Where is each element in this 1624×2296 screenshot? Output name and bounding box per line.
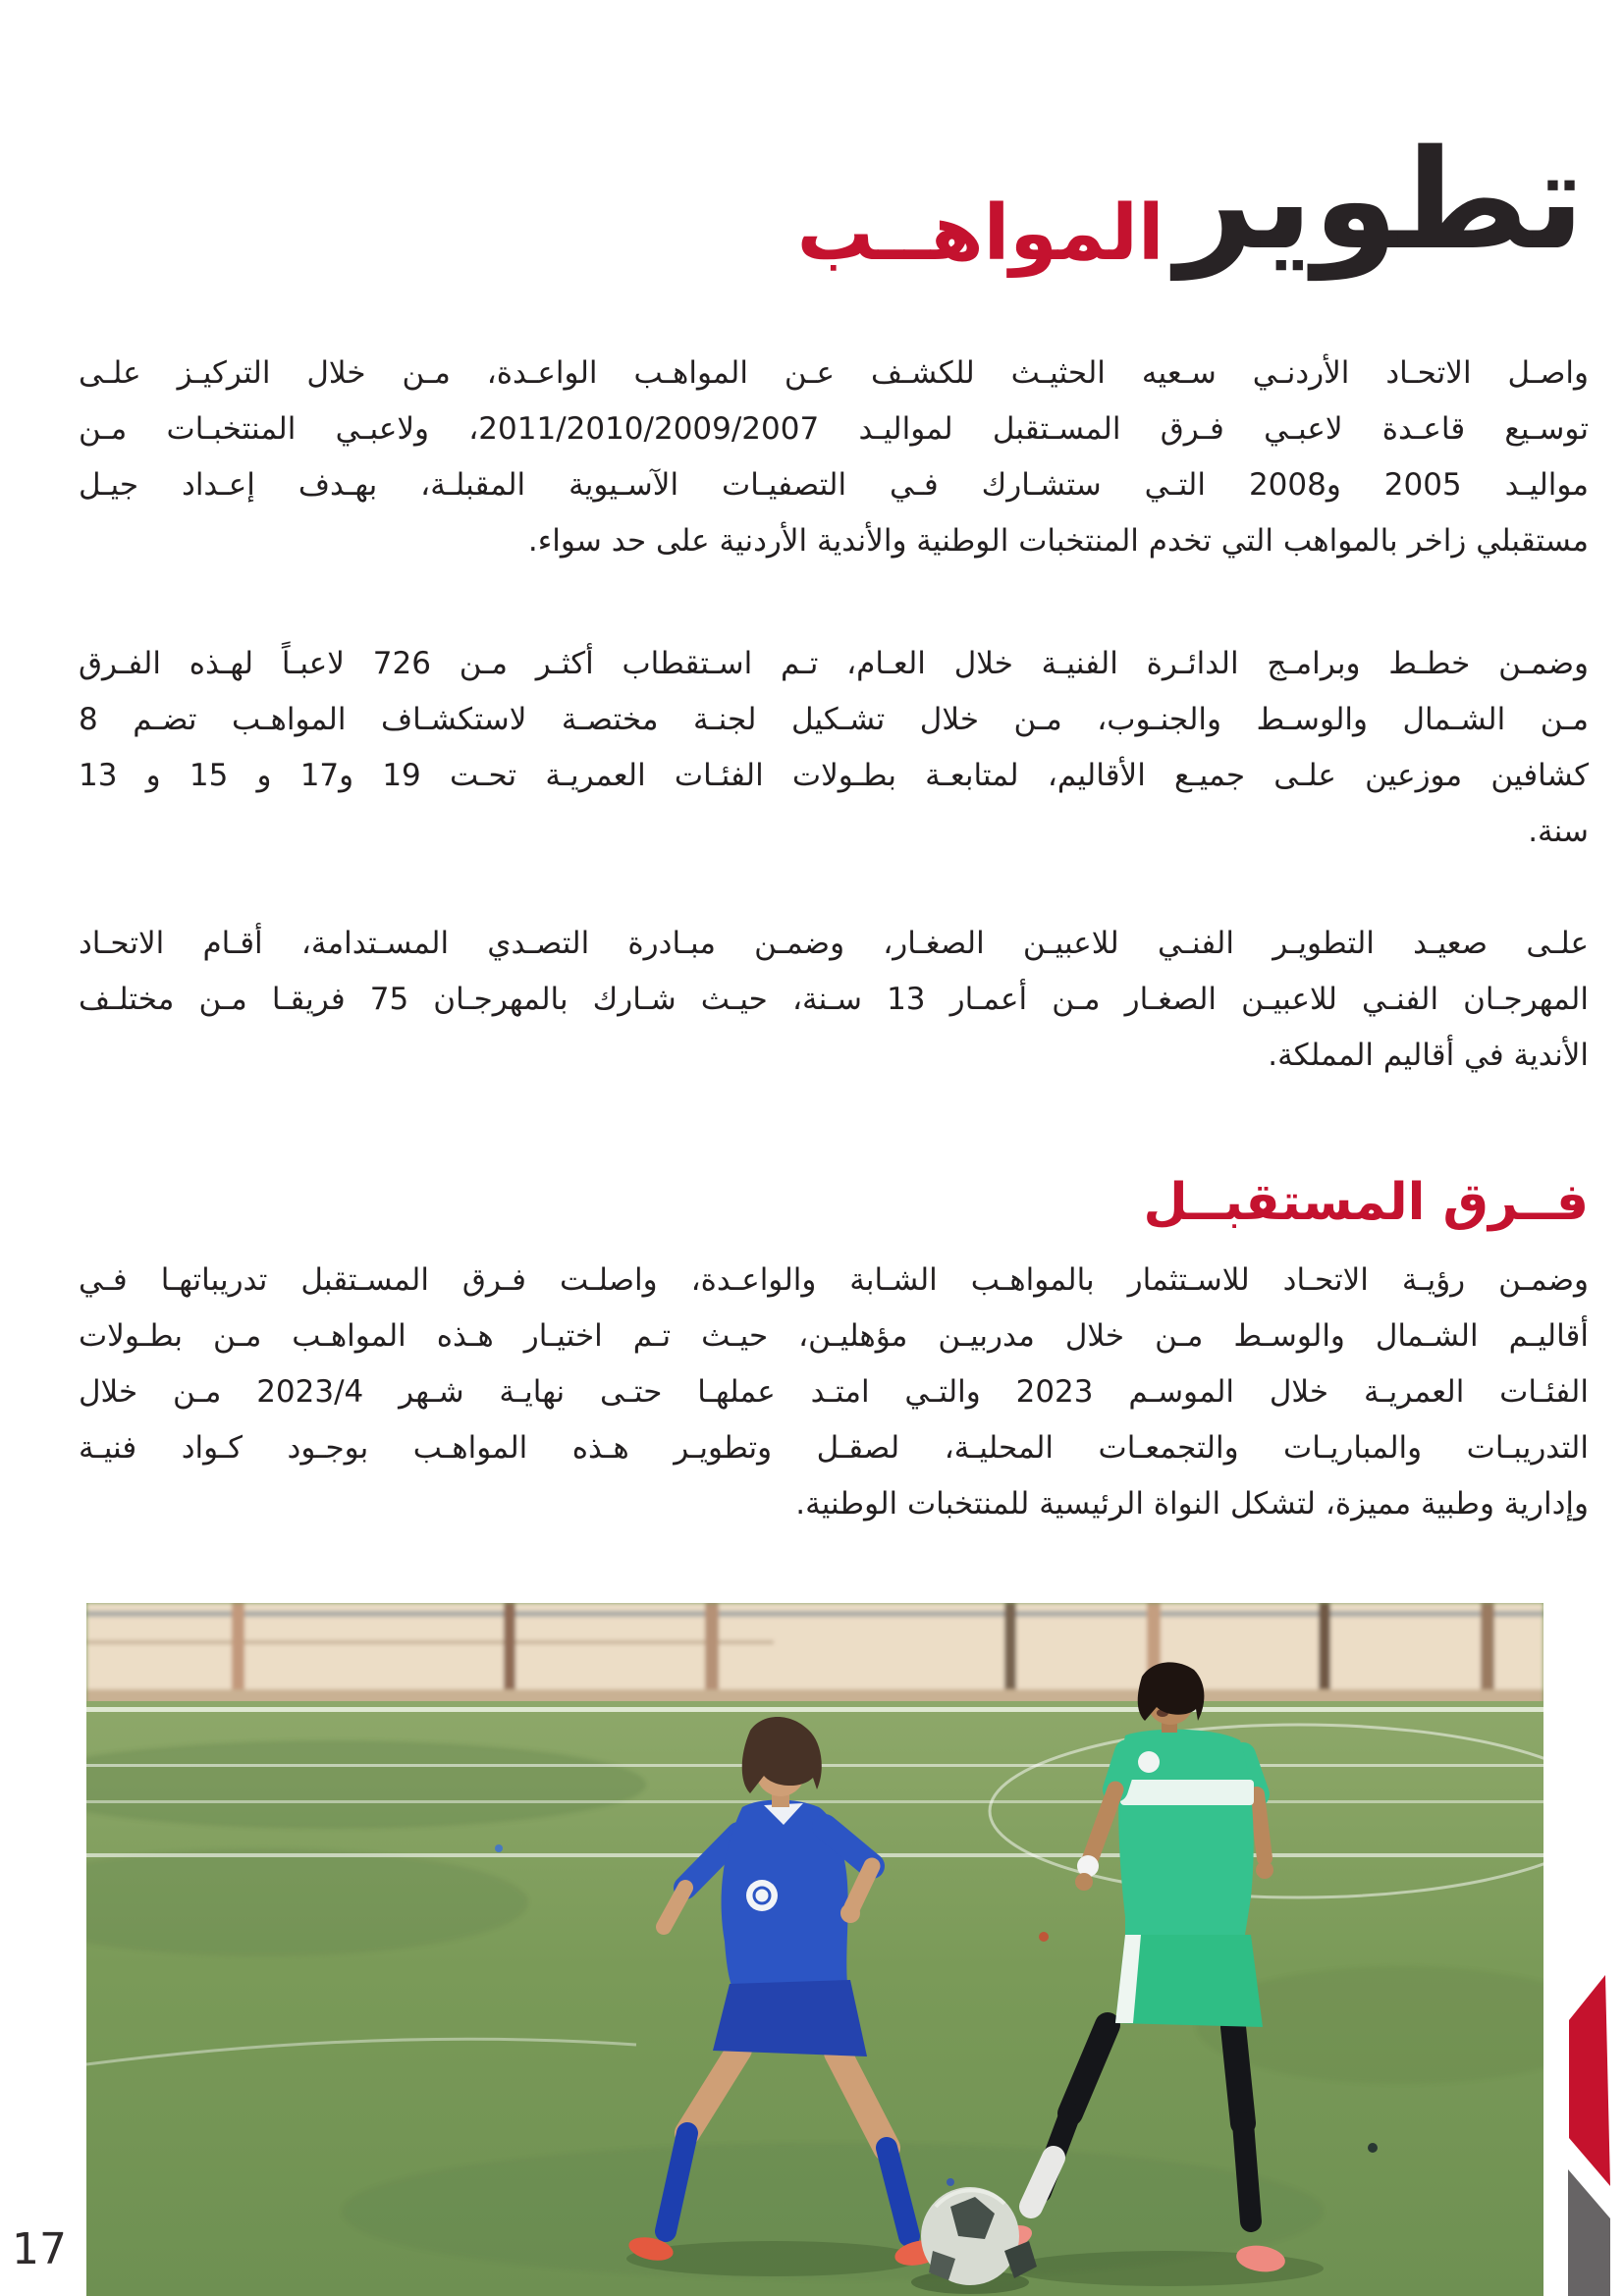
text-line: المهرجـان الفنـي للاعبيـن الصغـار مـن أعمـار 13 سـنة، حيـث شـارك بالمهرجـان 75 فريقـا مـن مختلـف [79,982,1589,1017]
text-line: سنة. [1528,814,1589,849]
text-line: الفئـات العمريـة خلال الموسـم 2023 والتـي امتـد عملهـا حتـى نهايـة شـهر 2023/4 مـن خلال [79,1374,1589,1410]
text-line: مـن الشـمال والوسـط والجنـوب، مـن خلال تشـكيل لجنـة مختصـة لاستكشـاف المواهـب تضـم 8 [79,702,1589,737]
ribbon-red [1569,1975,1610,2186]
field-photo-art [86,1603,1543,2296]
text-line: وإدارية وطبية مميزة، لتشكل النواة الرئيسية للمنتخبات الوطنية. [795,1486,1589,1522]
photo-wall [86,1603,1543,1705]
text-line: مستقبلي زاخر بالمواهب التي تخدم المنتخبات الوطنية والأندية الأردنية على حد سواء. [527,523,1589,559]
paragraph-festival [79,916,1589,1084]
ribbon-gray [1568,2169,1610,2296]
text-line: واصـل الاتحـاد الأردنـي سـعيه الحثيـث للكشـف عـن المواهـب الواعـدة، مـن خلال التركيـز علـى [79,355,1589,391]
page-title-sub: المواهــب [796,189,1164,278]
text-line: وضمـن رؤيـة الاتحـاد للاسـتثمار بالمواهـب الشـابة والواعـدة، واصلـت فـرق المسـتقبل تدريباتهـا فـي [79,1262,1589,1298]
text-line: وضمـن خطـط وبرامـج الدائـرة الفنيـة خلال العـام، تـم اسـتقطاب أكثـر مـن 726 لاعبـاً لهـذه الفـرق [79,646,1589,681]
text-line: أقاليـم الشـمال والوسـط مـن خلال مدربيـن مؤهليـن، حيـث تـم اختيـار هـذه المواهـب مـن بطـولات [79,1318,1589,1354]
text-line: كشافين موزعين علـى جميـع الأقاليم، لمتابعـة بطـولات الفئـات العمريـة تحـت 19 و17 و 15 و 13 [79,758,1589,793]
field-photo [86,1603,1543,2296]
corner-ribbons [1561,1963,1624,2296]
section-heading-future-teams: فــرق المستقبــل [1143,1173,1589,1232]
text-line: مواليـد 2005 و2008 التـي ستشـارك فـي التصفيـات الآسـيوية المقبلـة، بهـدف إعـداد جيـل [79,467,1589,503]
page-number: 17 [12,2224,67,2274]
paragraph-future-teams [79,1253,1589,1532]
page-title [796,121,1585,281]
text-line: التدريبـات والمباريـات والتجمعـات المحليـة، لصقـل وتطويـر هـذه المواهـب بوجـود كـواد فنيـة [79,1430,1589,1466]
page-title-main: تطوير [1175,121,1585,281]
text-line: توسـيع قاعـدة لاعبـي فـرق المسـتقبل لمواليـد 2011/2010/2009/2007، ولاعبـي المنتخبـات مـن [79,411,1589,447]
paragraph-intro [79,346,1589,569]
paragraph-scouting [79,636,1589,860]
text-line: الأندية في أقاليم المملكة. [1268,1038,1589,1073]
text-line: علـى صعيـد التطويـر الفنـي للاعبيـن الصغـار، وضمـن مبـادرة التصـدي المسـتدامة، أقـام الاتحـاد [79,926,1589,961]
